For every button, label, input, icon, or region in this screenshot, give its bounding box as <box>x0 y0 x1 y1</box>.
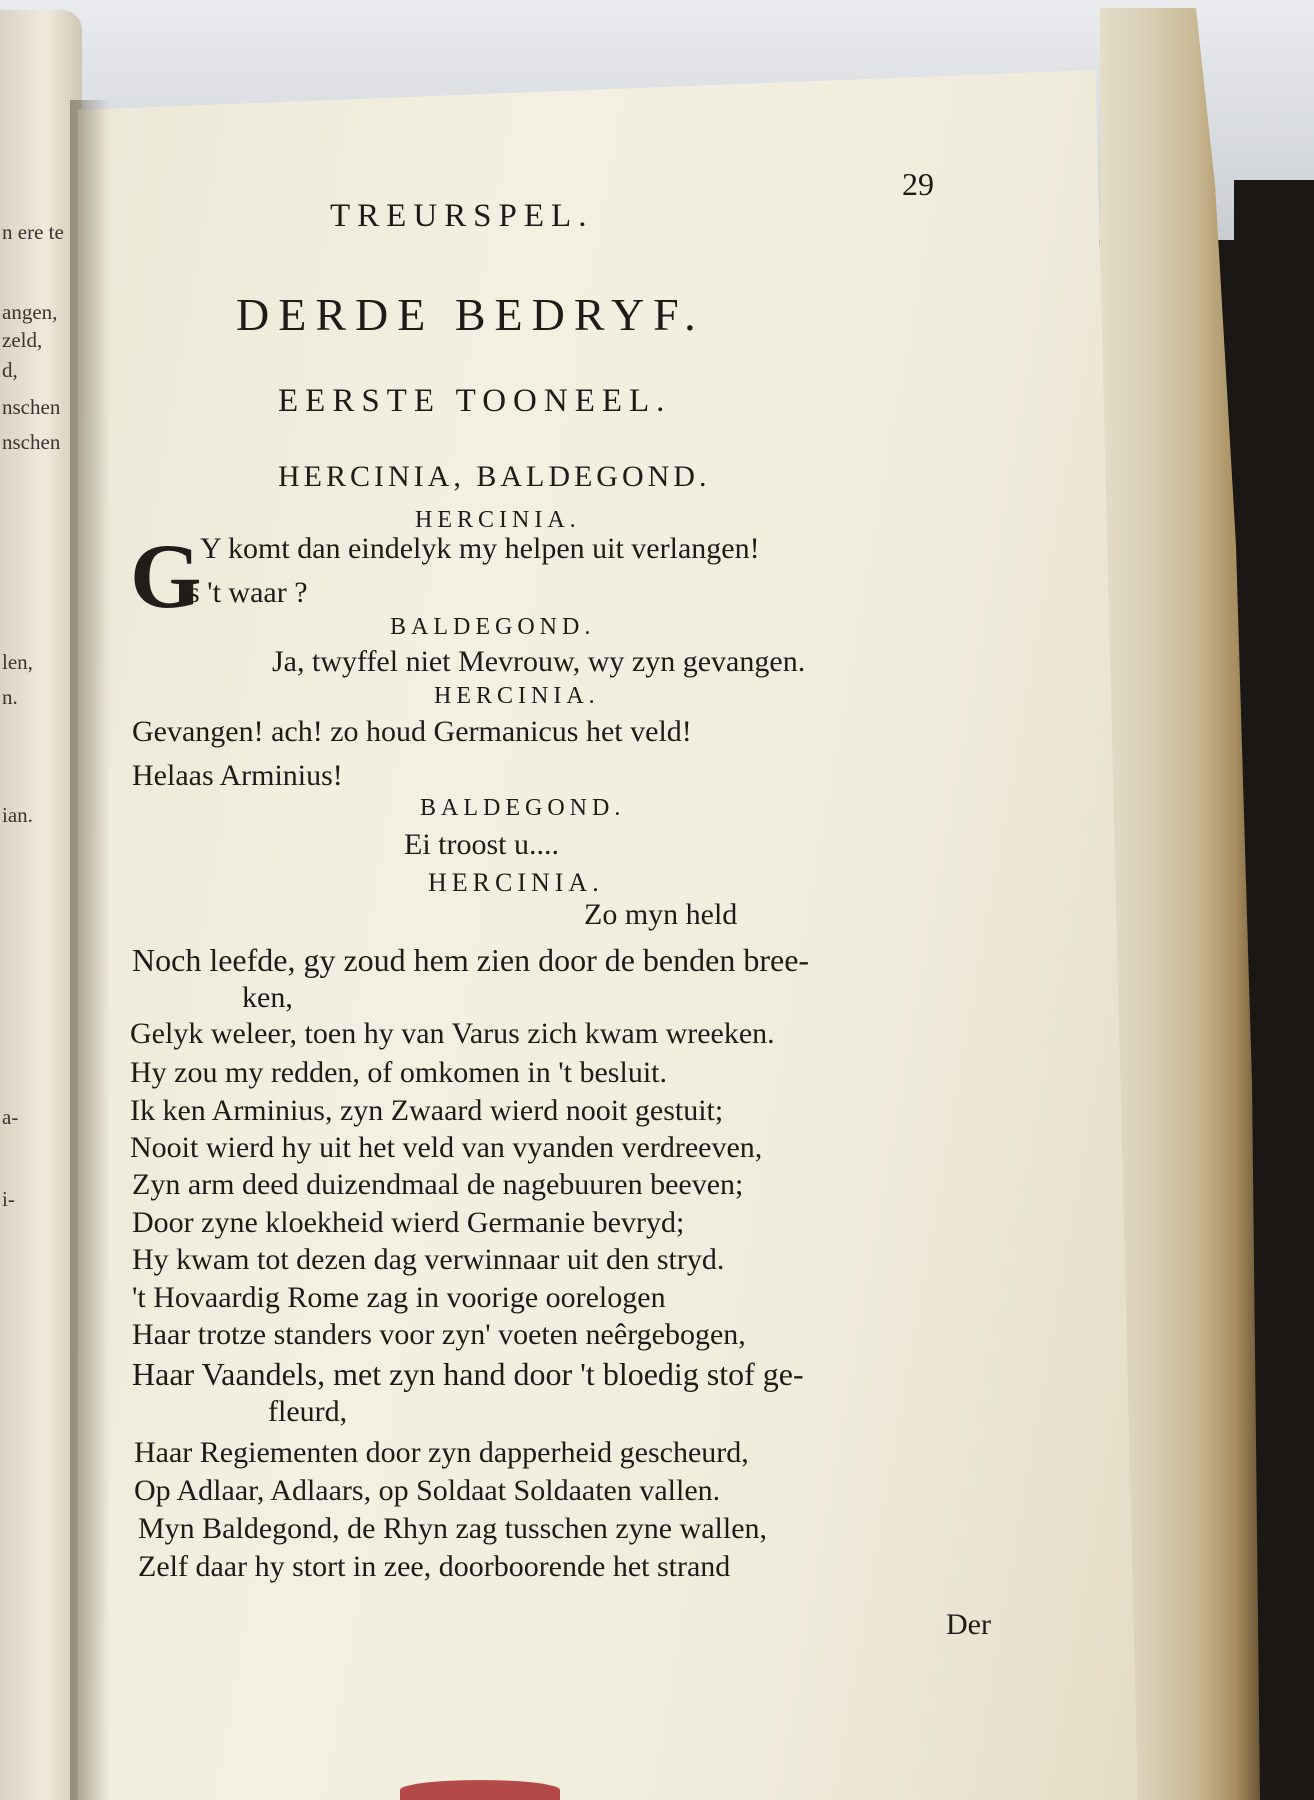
speaker-heading: BALDEGOND. <box>390 614 596 640</box>
character-list: HERCINIA, BALDEGOND. <box>278 460 711 493</box>
running-title: TREURSPEL. <box>330 198 594 234</box>
verse-line: Hy kwam tot dezen dag verwinnaar uit den stryd. <box>132 1243 725 1276</box>
thumb <box>400 1780 560 1800</box>
verse-line: Gelyk weleer, toen hy van Varus zich kwam wreeken. <box>130 1017 775 1050</box>
verse-line: Zyn arm deed duizendmaal de nagebuuren beeven; <box>132 1168 744 1201</box>
verse-line: Hy zou my redden, of omkomen in 't besluit. <box>130 1056 667 1089</box>
verse-line: ken, <box>242 981 293 1014</box>
verse-line: Myn Baldegond, de Rhyn zag tusschen zyne wallen, <box>138 1512 768 1545</box>
catchword: Der <box>946 1608 991 1641</box>
speaker-heading: HERCINIA. <box>434 683 600 709</box>
left-page-fragment: angen, <box>2 300 58 324</box>
verse-line: Op Adlaar, Adlaars, op Soldaat Soldaaten vallen. <box>134 1474 721 1507</box>
verse-line: Ja, twyffel niet Mevrouw, wy zyn gevangen. <box>272 645 806 678</box>
left-page-fragment: n. <box>2 685 18 709</box>
verse-line: Y komt dan eindelyk my helpen uit verlangen! <box>200 532 760 565</box>
page-number: 29 <box>902 166 934 202</box>
left-page-fragment: d, <box>2 358 18 382</box>
verse-line: Is 't waar ? <box>178 576 308 609</box>
verse-line: Haar Vaandels, met zyn hand door 't bloedig stof ge- <box>132 1356 804 1392</box>
scene-title: EERSTE TOONEEL. <box>278 383 672 419</box>
speaker-heading: BALDEGOND. <box>420 795 626 821</box>
verse-line: Noch leefde, gy zoud hem zien door de benden bree- <box>132 942 810 978</box>
left-page-fragment: nschen <box>2 395 61 419</box>
speaker-heading: HERCINIA. <box>428 868 604 897</box>
speaker-heading: HERCINIA. <box>415 507 581 533</box>
left-page-fragment: i- <box>2 1187 15 1211</box>
left-page-fragment: a- <box>2 1105 19 1129</box>
verse-line: Haar Regiementen door zyn dapperheid gescheurd, <box>134 1436 749 1469</box>
verse-line: Zo myn held <box>584 898 738 931</box>
verse-line: Door zyne kloekheid wierd Germanie bevryd; <box>132 1206 685 1239</box>
verse-line: 't Hovaardig Rome zag in voorige oorelogen <box>132 1281 666 1314</box>
left-page-fragment: ian. <box>2 803 33 827</box>
verse-line: Zelf daar hy stort in zee, doorboorende het strand <box>138 1550 731 1583</box>
verse-line: Haar trotze standers voor zyn' voeten neêrgebogen, <box>132 1318 746 1351</box>
verse-line: Ei troost u.... <box>404 828 559 861</box>
verse-line: Helaas Arminius! <box>132 759 343 792</box>
left-page-fragment: nschen <box>2 430 61 454</box>
act-title: DERDE BEDRYF. <box>236 289 705 340</box>
verse-line: Gevangen! ach! zo houd Germanicus het veld! <box>132 715 692 748</box>
book-gutter <box>70 100 110 1800</box>
drop-cap: G <box>130 525 202 627</box>
left-page-fragment: zeld, <box>2 328 43 352</box>
left-page-fragment: n ere te <box>2 220 64 244</box>
verse-line: fleurd, <box>268 1395 348 1428</box>
left-page-fragment: len, <box>2 650 33 674</box>
verse-line: Ik ken Arminius, zyn Zwaard wierd nooit gestuit; <box>130 1094 724 1127</box>
verse-line: Nooit wierd hy uit het veld van vyanden verdreeven, <box>130 1131 763 1164</box>
